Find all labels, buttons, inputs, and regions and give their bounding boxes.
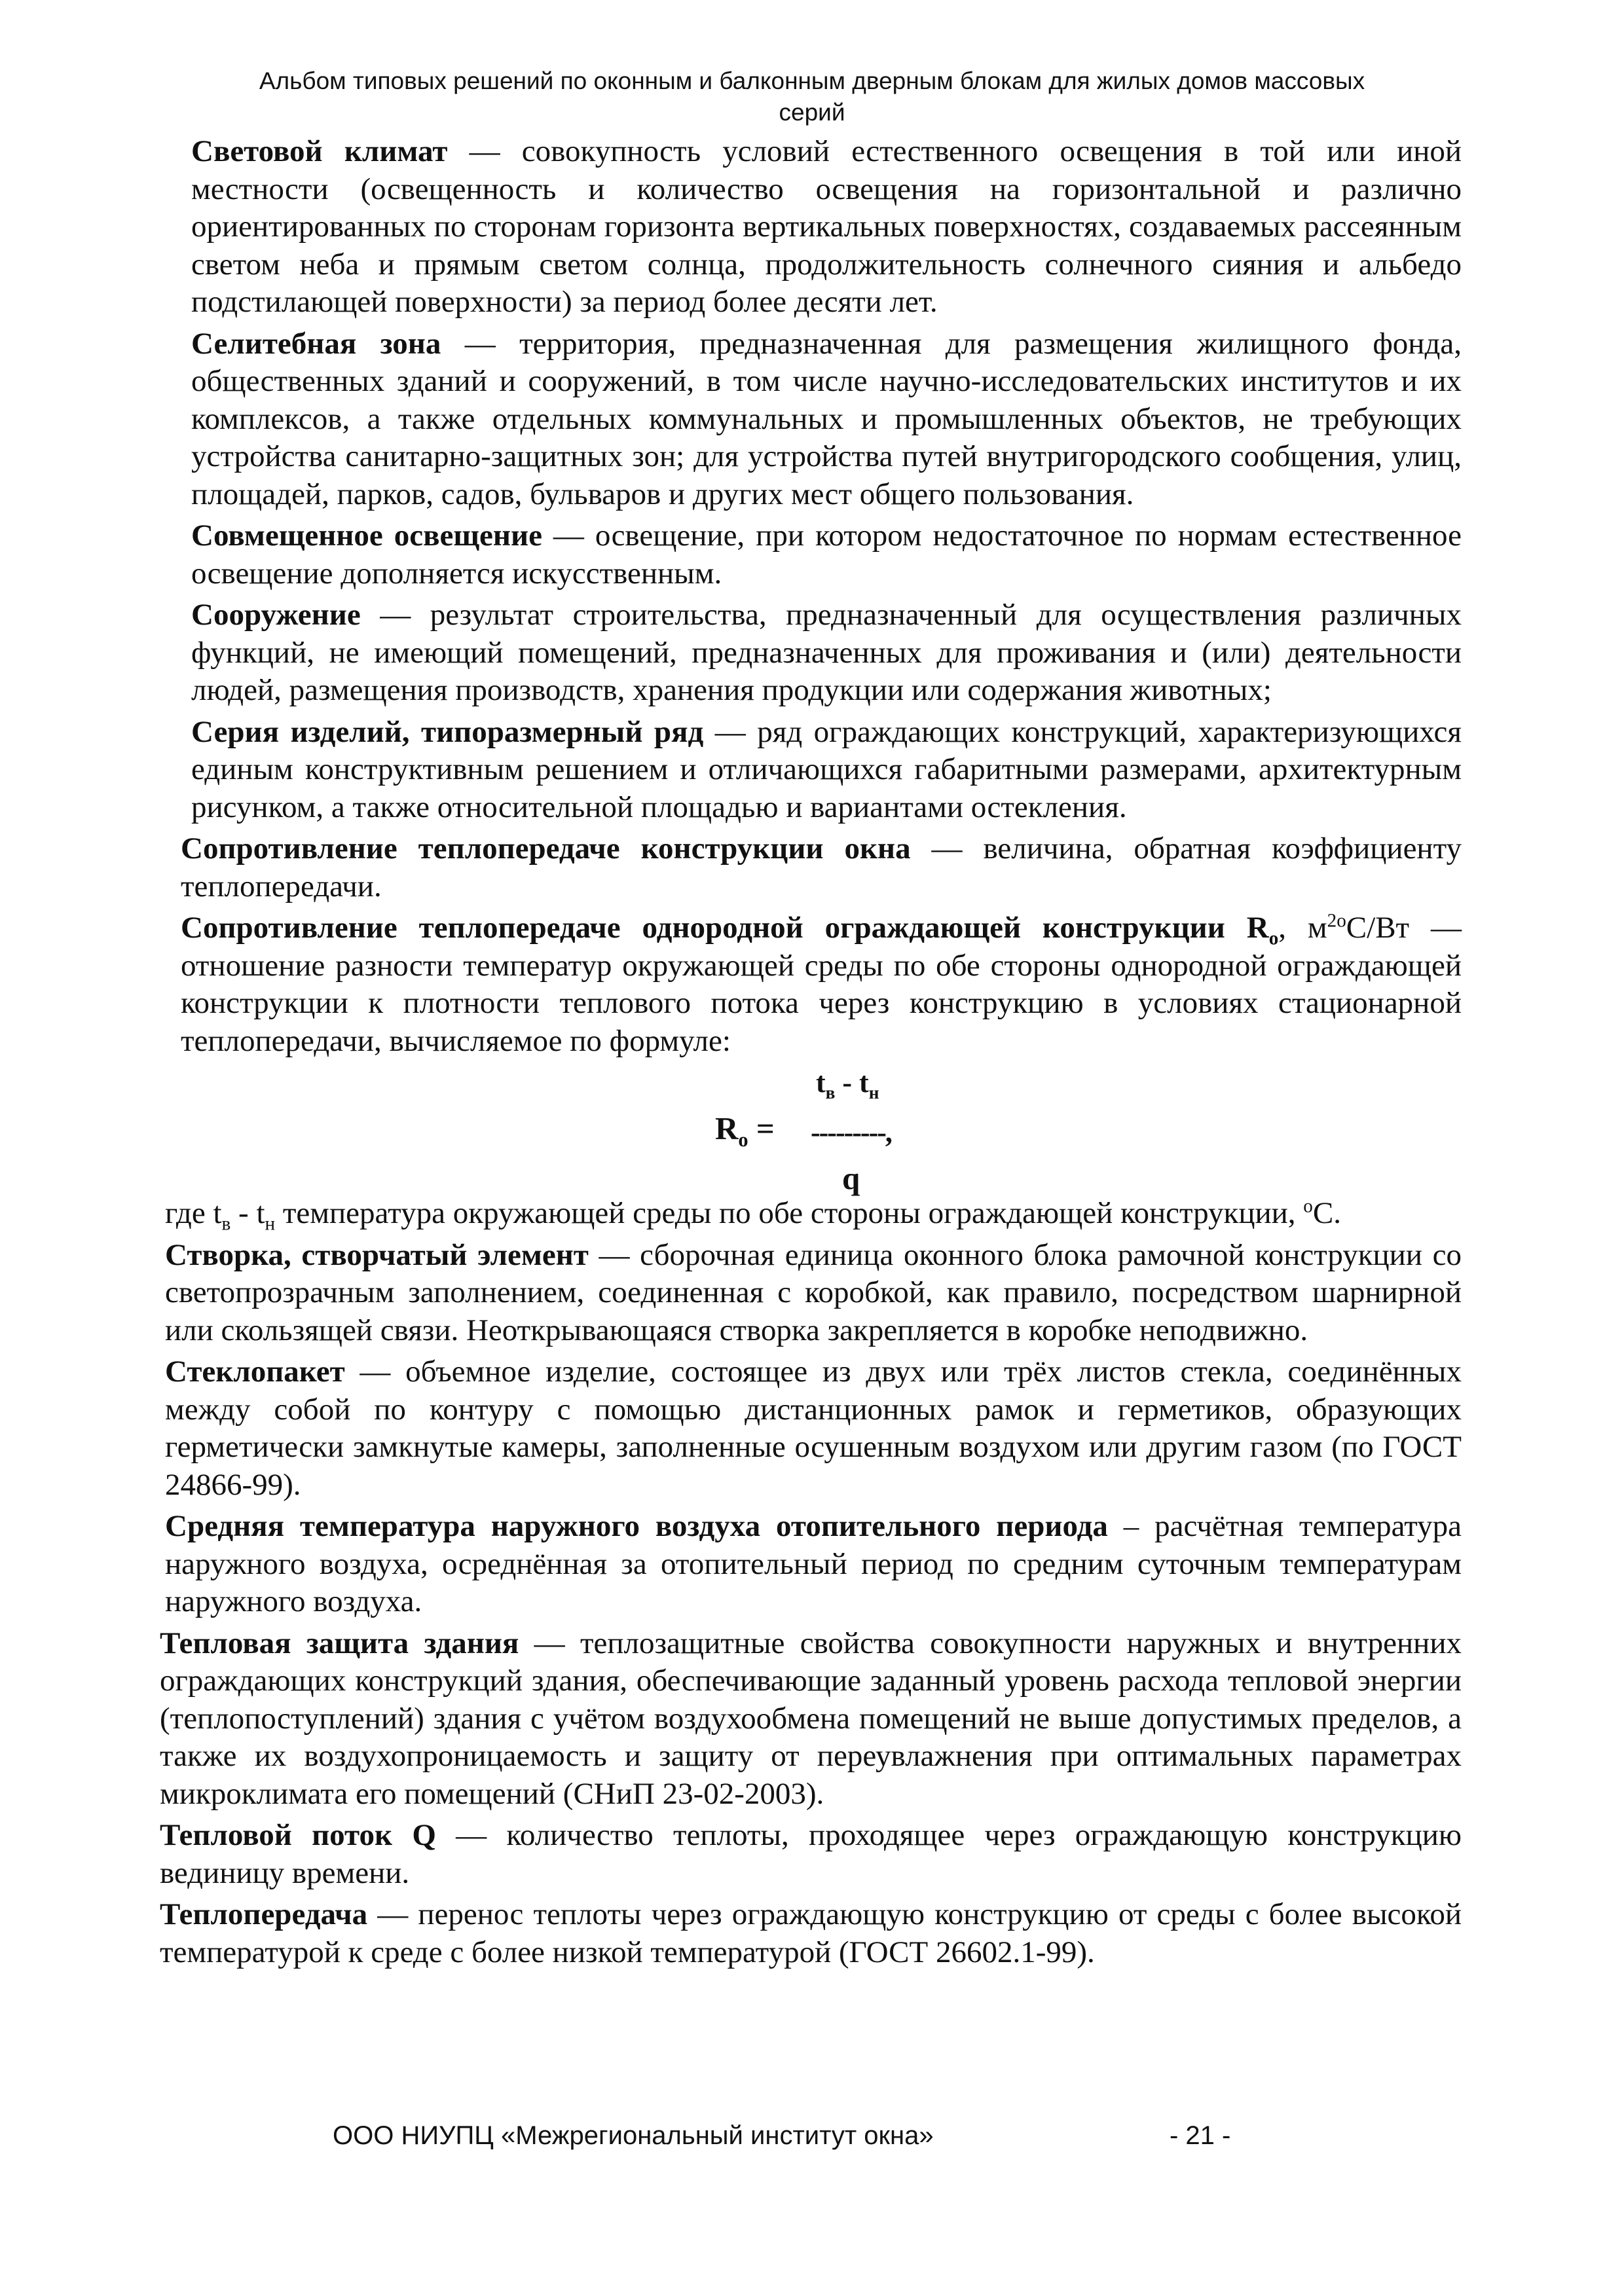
definition-text: — результат строительства, предназначенный для осуществления различных функций, не имеющий помещений, предназначенных для проживания и (или) деятельности людей, размещения производств, хранения продукции или содержания животных; [191,598,1462,707]
definition-text: — объемное изделие, состоящее из двух или трёх листов стекла, соединённых между собой по контуру с помощью дистанционных рамок и герметиков, образующих герметически замкнутые камеры, заполненные осушенным воздухом или другим газом (по ГОСТ 24866-99). [165,1355,1462,1502]
definition-term: Селитебная зона [191,326,441,361]
definition-term: Световой климат [191,134,448,168]
definition-text: — сборочная единица оконного блока рамочной конструкции со светопрозрачным заполнением, соединенная с коробкой, как правило, посредством шарнирной или скользящей связи. Неоткрывающаяся створка закрепляется в коробке неподвижно. [165,1237,1462,1347]
definition-term: Теплопередача [160,1897,368,1931]
definition-term: Сопротивление теплопередаче конструкции окна [181,831,911,866]
definition-term: Совмещенное освещение [191,519,542,553]
formula [155,1064,1462,1195]
definition-entry [165,1353,1462,1504]
definition-term: Сопротивление теплопередаче однородной ограждающей конструкции $R_o$ [181,911,1279,949]
definition-term: Стеклопакет [165,1355,345,1389]
definition-entry [191,133,1462,321]
header-line-1: Альбом типовых решений по оконным и балконным дверным блокам для жилых домов массовых [259,67,1365,94]
definition-text: — количество теплоты, проходящее через ограждающую конструкцию вединицу времени. [160,1818,1462,1890]
definition-term: Тепловая защита здания [160,1626,519,1660]
formula-lhs: $R_o$ = [715,1110,775,1151]
definition-text: отношение разности температур окружающей среды по обе стороны однородной ограждающей конструкции к плотности теплового потока через конструкцию в условиях стационарной теплопередачи, вычисляемое по формуле: [181,948,1462,1058]
definition-term: Средняя температура наружного воздуха отопительного периода [165,1509,1108,1543]
unit-text: , $м^{2о}С/Вт$ — [1278,910,1462,945]
definition-term: Тепловой поток Q [160,1818,436,1852]
definition-text: — совокупность условий естественного освещения в той или иной местности (освещенность и количество освещения на горизонтальной и различно ориентированных по сторонам горизонта вертикальных поверхностях, создаваемых рассеянным светом неба и прямым светом солнца, продолжительность солнечного сияния и альбедо подстилающей поверхности) за период более десяти лет. [191,134,1462,319]
definition-entry [160,1817,1462,1892]
definition-text: — теплозащитные свойства совокупности наружных и внутренних ограждающих конструкций здания, обеспечивающие заданный уровень расхода тепловой энергии (теплопоступлений) здания с учётом воздухообмена помещений не выше допустимых пределов, а также их воздухопроницаемость и защиту от переувлажнения при оптимальных параметрах микроклимата его помещений (СНиП 23-02-2003). [160,1626,1462,1811]
definition-entry [165,1508,1462,1621]
definition-text: — территория, предназначенная для размещения жилищного фонда, общественных зданий и сооружений, в том числе научно-исследовательских институтов и их комплексов, а также отдельных коммунальных и промышленных объектов, не требующих устройства санитарно-защитных зон; для устройства путей внутригородского сообщения, улиц, площадей, парков, садов, бульваров и других мест общего пользования. [191,326,1462,511]
definition-entry [191,325,1462,514]
footer-organization: ООО НИУПЦ «Межрегиональный институт окна» [333,2121,934,2150]
definition-entry [160,1625,1462,1813]
definition-term: Створка, створчатый элемент [165,1237,589,1272]
header-line-2: серий [779,99,845,126]
definition-entry [191,596,1462,710]
page-number: - 21 - [1170,2121,1231,2150]
definition-text: — ряд ограждающих конструкций, характеризующихся единым конструктивным решением и отличающихся габаритными размерами, архитектурным рисунком, а также относительной площадью и вариантами остекления. [191,714,1462,824]
formula-numerator: $t_в - t_н$ [816,1066,879,1102]
definition-text: — освещение, при котором недостаточное по нормам естественное освещение дополняется искусственным. [191,519,1462,591]
definition-text: — величина, обратная коэффициенту теплопередачи. [181,831,1462,903]
definition-term: Серия изделий, типоразмерный ряд [191,714,704,749]
page-header [170,65,1454,128]
definition-entry [165,1237,1462,1350]
definition-entry [191,714,1462,827]
definition-entry [181,909,1462,1060]
definition-entry [181,830,1462,905]
definition-entry [191,517,1462,592]
formula-fraction-bar: ---------, [811,1116,891,1148]
definition-entry [160,1896,1462,1971]
document-body [155,133,1462,1975]
definition-text: – расчётная температура наружного воздуха, осреднённая за отопительный период по средним суточным температурам наружного воздуха. [165,1509,1462,1618]
formula-denominator: q [842,1160,860,1196]
definition-term: Сооружение [191,598,361,632]
formula-explanation: где $t_в - t_н$ температура окружающей среды по обе стороны ограждающей конструкции, $^о$С. [165,1195,1341,1235]
definition-text: — перенос теплоты через ограждающую конструкцию от среды с более высокой температурой к среде с более низкой температурой (ГОСТ 26602.1-99). [160,1897,1462,1969]
